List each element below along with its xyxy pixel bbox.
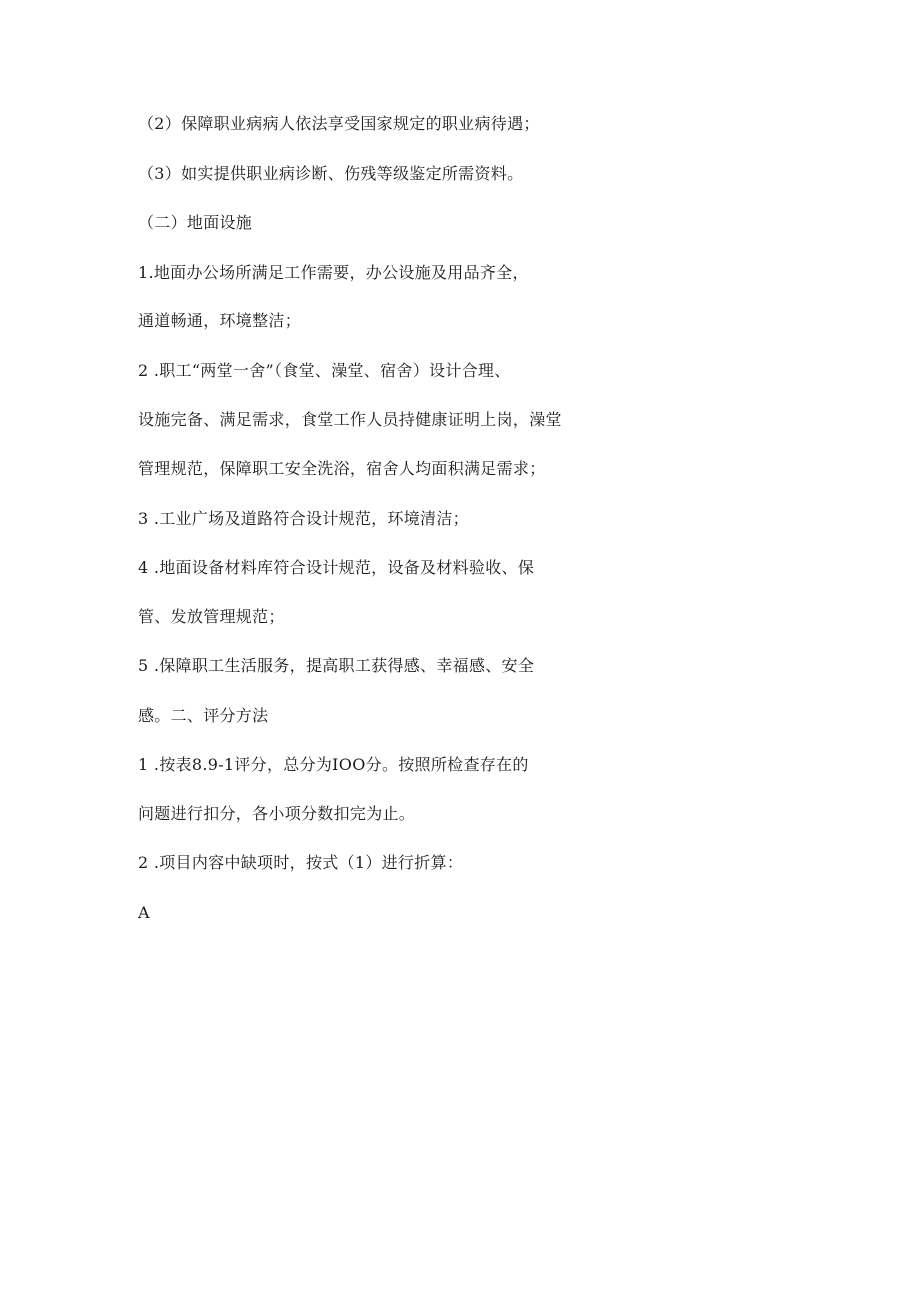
text-line: 1 .按表8.9-1评分，总分为IOO分。按照所检查存在的	[138, 755, 529, 774]
text-line: 感。二、评分方法	[138, 706, 269, 725]
text-line: （3）如实提供职业病诊断、伤残等级鉴定所需资料。	[138, 164, 524, 183]
text-line: 3 .工业广场及道路符合设计规范，环境清洁；	[138, 509, 469, 528]
text-line: 1.地面办公场所满足工作需要，办公设施及用品齐全，	[138, 263, 529, 282]
text-line: 管理规范，保障职工安全洗浴，宿舍人均面积满足需求；	[138, 459, 546, 478]
text-line: 问题进行扣分，各小项分数扣完为止。	[138, 804, 416, 823]
text-line: 通道畅通，环境整洁；	[138, 311, 302, 330]
text-line: 设施完备、满足需求，食堂工作人员持健康证明上岗，澡堂	[138, 410, 562, 429]
text-line: 5 .保障职工生活服务，提高职工获得感、幸福感、安全	[138, 656, 535, 675]
section-heading: （二）地面设施	[138, 213, 253, 232]
text-line: 2 .项目内容中缺项时，按式（1）进行折算：	[138, 853, 464, 872]
text-line: 管、发放管理规范；	[138, 607, 285, 626]
text-line: 2 .职工“两堂一舍”（食堂、澡堂、宿舍）设计合理、	[138, 361, 511, 380]
text-line: 4 .地面设备材料库符合设计规范，设备及材料验收、保	[138, 558, 535, 577]
text-line: （2）保障职业病病人依法享受国家规定的职业病待遇；	[138, 114, 540, 133]
formula-symbol: A	[138, 903, 150, 922]
